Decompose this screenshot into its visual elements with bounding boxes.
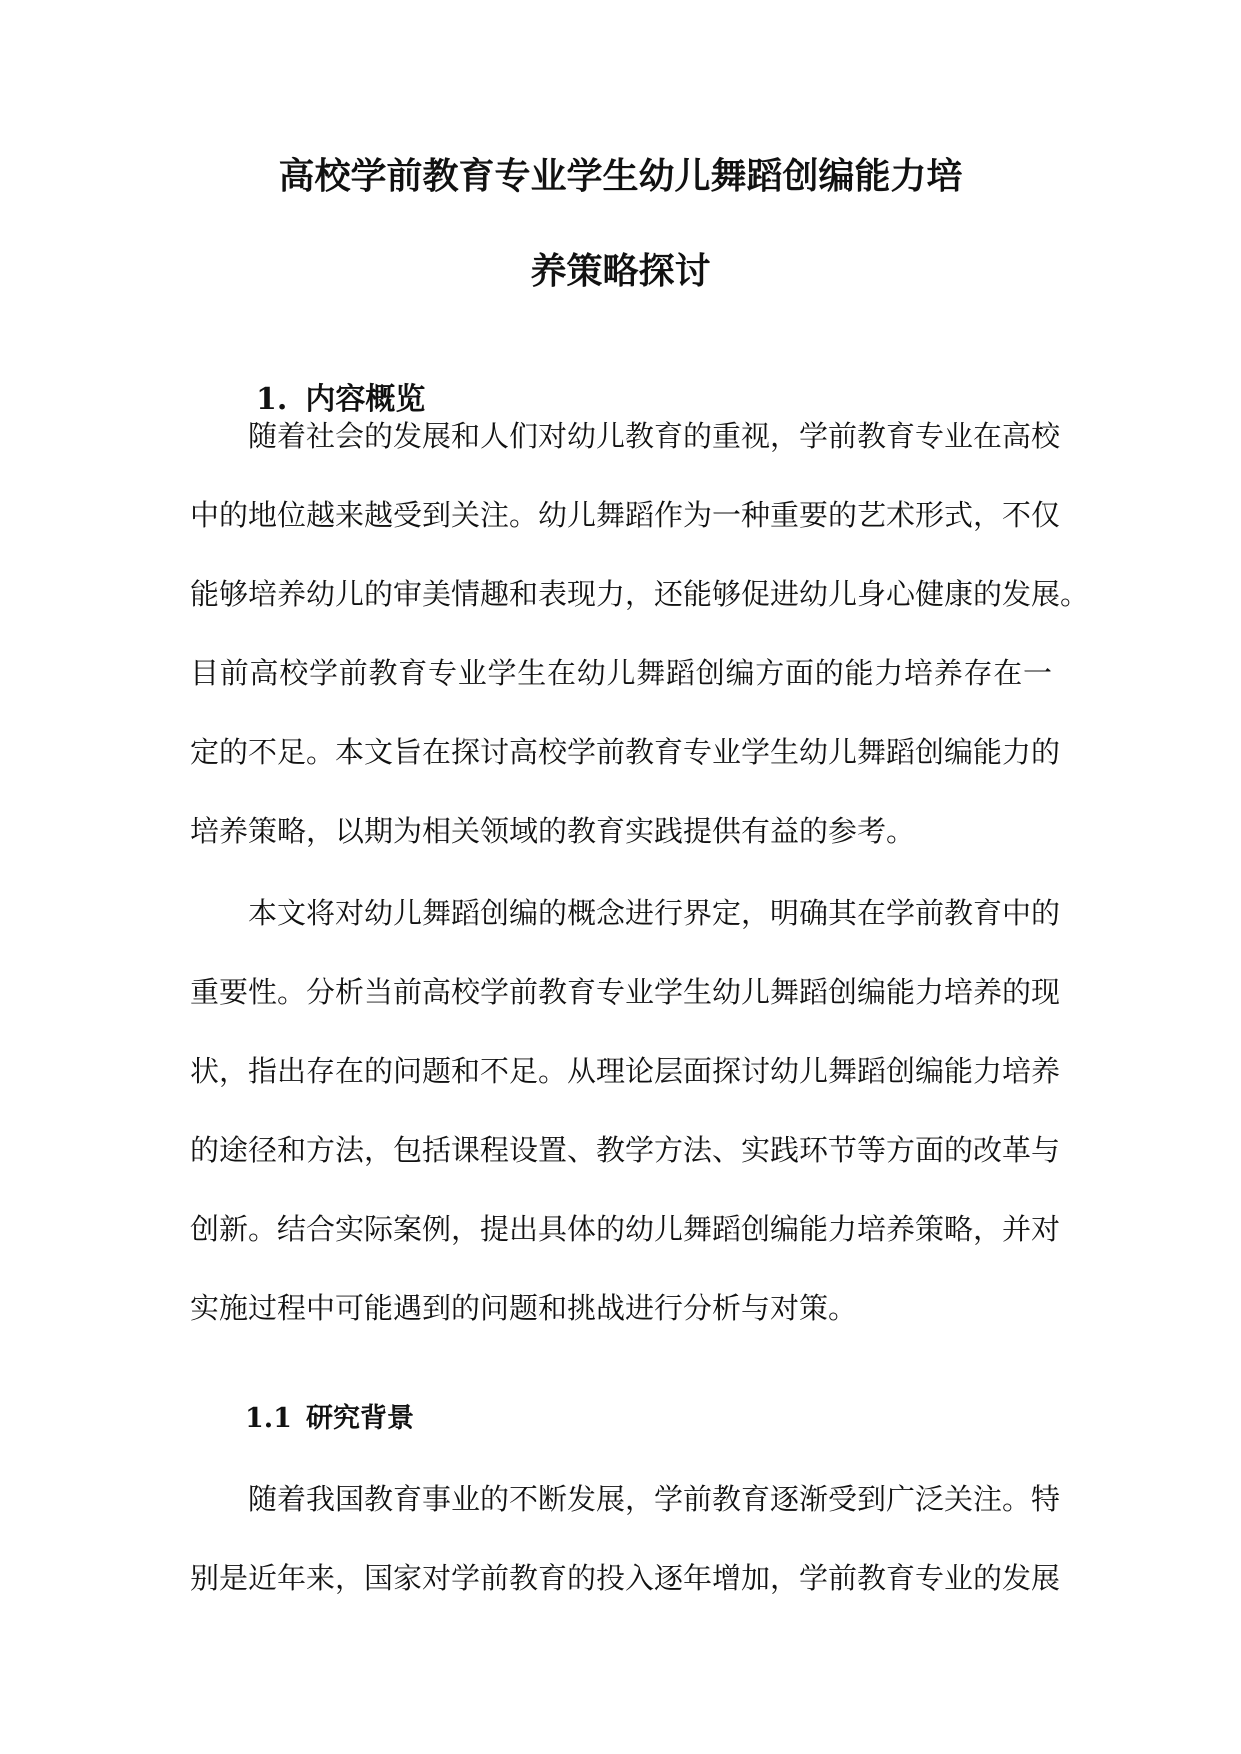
section-heading-1 xyxy=(256,380,425,420)
paragraph-line: 中的地位越来越受到关注。幼儿舞蹈作为一种重要的艺术形式，不仅 xyxy=(190,498,1061,532)
paragraph-line: 随着我国教育事业的不断发展，学前教育逐渐受到广泛关注。特 xyxy=(248,1482,1061,1516)
paragraph-line: 别是近年来，国家对学前教育的投入逐年增加，学前教育专业的发展 xyxy=(190,1561,1061,1595)
paragraph-line: 培养策略，以期为相关领域的教育实践提供有益的参考。 xyxy=(190,814,916,848)
paragraph-line: 随着社会的发展和人们对幼儿教育的重视，学前教育专业在高校 xyxy=(248,419,1061,453)
section-number: 1. xyxy=(256,382,288,417)
paragraph-line: 实施过程中可能遇到的问题和挑战进行分析与对策。 xyxy=(190,1291,858,1325)
section-number: 1.1 xyxy=(245,1403,292,1434)
paragraph-line: 本文将对幼儿舞蹈创编的概念进行界定，明确其在学前教育中的 xyxy=(248,896,1061,930)
paragraph-line: 的途径和方法，包括课程设置、教学方法、实践环节等方面的改革与 xyxy=(190,1133,1061,1167)
paragraph-line: 能够培养幼儿的审美情趣和表现力，还能够促进幼儿身心健康的发展。 xyxy=(190,577,1090,611)
section-title: 研究背景 xyxy=(305,1403,414,1434)
section-heading-1-1 xyxy=(245,1401,414,1437)
paragraph-line: 状，指出存在的问题和不足。从理论层面探讨幼儿舞蹈创编能力培养 xyxy=(190,1054,1061,1088)
paragraph-line: 创新。结合实际案例，提出具体的幼儿舞蹈创编能力培养策略，并对 xyxy=(190,1212,1061,1246)
paragraph-line: 目前高校学前教育专业学生在幼儿舞蹈创编方面的能力培养存在一 xyxy=(190,656,1052,690)
paragraph-line: 重要性。分析当前高校学前教育专业学生幼儿舞蹈创编能力培养的现 xyxy=(190,975,1061,1009)
document-title-line-2: 养策略探讨 xyxy=(530,250,711,292)
section-title: 内容概览 xyxy=(305,382,426,417)
paragraph-line: 定的不足。本文旨在探讨高校学前教育专业学生幼儿舞蹈创编能力的 xyxy=(190,735,1061,769)
document-title-line-1: 高校学前教育专业学生幼儿舞蹈创编能力培 xyxy=(278,155,963,197)
